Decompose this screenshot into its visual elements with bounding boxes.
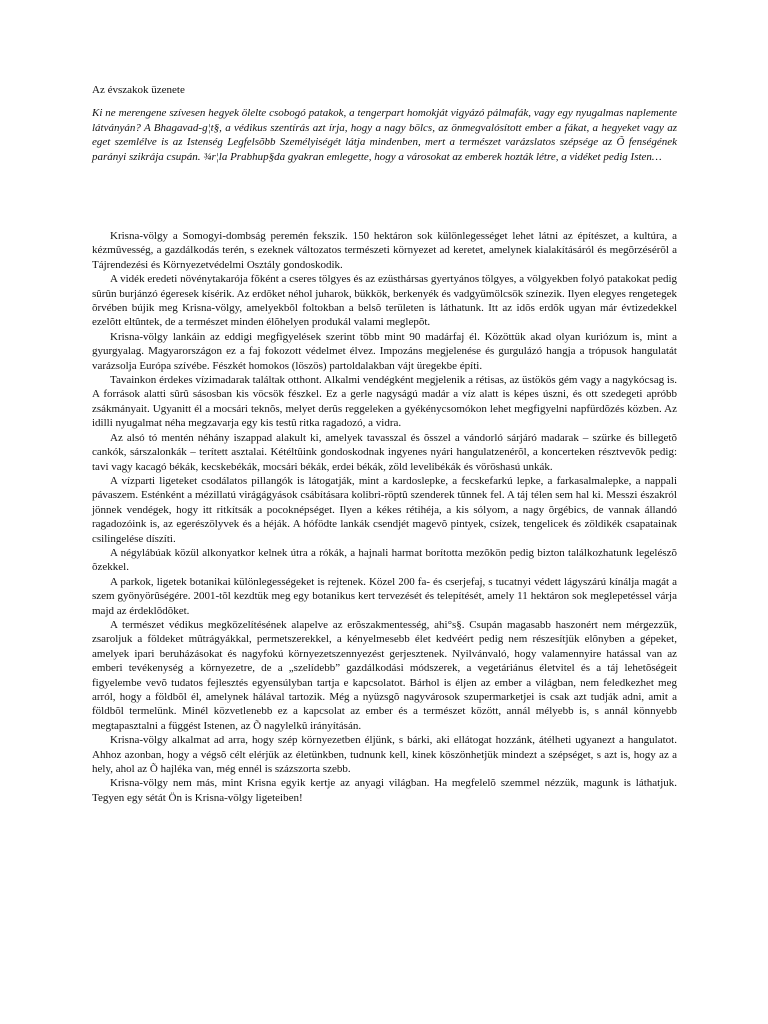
body-paragraph: Krisna-völgy lankáin az eddigi megfigyelések szerint több mint 90 madárfaj él. Közöttük akad olyan kuriózum is, mint a gyurgyalag. Magyarországon ez a faj fokozott védelmet élvez. Impozáns megjelenése és gurgulázó hangja a trópusok hangulatát varázsolja Európa szívébe. Fészkét homokos (löszös) partoldalakban vájt üregekbe építi. [92,330,677,372]
body-paragraph: A négylábúak közül alkonyatkor kelnek útra a rókák, a hajnali harmat borította mezõkön pedig bizton találkozhatunk legelészõ õzekkel. [92,546,677,574]
intro-paragraph: Ki ne merengene szívesen hegyek ölelte csobogó patakok, a tengerpart homokját vigyázó pálmafák, vagy egy nyugalmas naplemente látványán? A Bhagavad-g¦t§, a védikus szentírás azt írja, hogy a nagy bölcs, az önmegvalósított ember a fákat, a hegyeket vagy az eget szemlélve is az Istenség Legfelsõbb Személyiségét látja mindenben, mert a természet varázslatos szépsége az Õ fenségének parányi szikrája csupán. ¾r¦la Prabhup§da gyakran emlegette, hogy a városokat az emberek hozták létre, a vidéket pedig Isten… [92,107,677,163]
body-paragraph: Krisna-völgy alkalmat ad arra, hogy szép környezetben éljünk, s bárki, aki ellátogat hozzánk, átélheti ugyanezt a hangulatot. Ahhoz azonban, hogy a végsõ célt elérjük az életünkben, tudnunk kell, kinek köszönhetjük mindezt a szépséget, s azt is, hogy az a hely, ahol az Õ hajléka van, még ennél is százszorta szebb. [92,734,677,776]
body-paragraph: Az alsó tó mentén néhány iszappad alakult ki, amelyek tavasszal és õsszel a vándorló sárjáró madarak – szürke és billegetõ cankók, sárszalonkák – terített asztalai. Kétéltûink gondoskodnak ingyenes nyári hangulatzenérõl, a koncerteken résztvevõk pedig: tavi vagy kacagó békák, kecskebékák, mocsári békák, erdei békák, zöld levelibékák és vöröshasú unkák. [92,431,677,473]
body-paragraph: Tavainkon érdekes vízimadarak találtak otthont. Alkalmi vendégként megjelenik a rétisas, az üstökös gém vagy a nagykócsag is. A források alatti sûrû sásosban kis vöcsök fészkel. Ez a gerle nagyságú madár a víz alatt is képes úszni, és ott szedegeti apróbb zsákmányait. Ugyanitt él a mocsári teknõs, melyet derûs reggeleken a gyékénycsomókon lehet megfigyelni napfürdõzés közben. Az idilli nyugalmat néha megzavarja egy kis testû ritka ragadozó, a vidra. [92,374,677,430]
body-paragraph: A vízparti ligeteket csodálatos pillangók is látogatják, mint a kardoslepke, a fecskefarkú lepke, a farkasalmalepke, a nappali pávaszem. Esténként a mézillatú virágágyások csábításara kolibri-röptû szenderek tûnnek fel. A táj télen sem hal ki. Messzi északról jönnek vendégek, hogy itt ritkítsák a pocoknépséget. Ilyen a kékes rétihéja, a kis sólyom, a nagy õrgébics, de vannak állandó ragadozóink is, az egerészölyvek és a héják. A hófödte lankák csendjét magevõ pintyek, csízek, tengelicek és zöldikék csapatainak csilingelése díszíti. [92,474,677,545]
document-title: Az évszakok üzenete [92,84,185,96]
body-text [92,229,677,805]
body-paragraph: A vidék eredeti növénytakarója fõként a cseres tölgyes és az ezüsthársas gyertyános tölgyes, a völgyekben folyó patakokat pedig sûrûn burjánzó égeresek kísérik. Az erdõket néhol juharok, bükkök, berkenyék és vadgyümölcsök színezik. Ilyen elegyes rengetegek õrvében bújik meg Krisna-völgy, amelyekbõl foltokban a belsõ területen is láthatunk. Itt az idõs erdõk ugyan már évtizedekkel ezelõtt eltûntek, de a természet minden élõhelyen produkál valami meglepõt. [92,273,677,329]
body-paragraph: A parkok, ligetek botanikai különlegességeket is rejtenek. Közel 200 fa- és cserjefaj, s tucatnyi védett lágyszárú kínálja magát a szem gyönyörûségére. 2001-tõl kezdtük meg egy botanikus kert tervezését és telepítését, amely 11 hektáron sok meglepetéssel várja majd az érdeklõdõket. [92,575,677,617]
body-paragraph: Krisna-völgy a Somogyi-dombság peremén fekszik. 150 hektáron sok különlegességet lehet látni az építészet, a kultúra, a kézmûvesség, a gazdálkodás terén, s ezeknek változatos természeti környezet ad keretet, amelynek kialakításáról és megõrzésérõl a Tájrendezési és Környezetvédelmi Osztály gondoskodik. [92,230,677,271]
body-paragraph: Krisna-völgy nem más, mint Krisna egyik kertje az anyagi világban. Ha megfelelõ szemmel nézzük, magunk is láthatjuk. Tegyen egy sétát Ön is Krisna-völgy ligeteiben! [92,777,677,804]
body-paragraph: A természet védikus megközelítésének alapelve az erõszakmentesség, ahi°s§. Csupán magasabb haszonért nem mérgezzük, zsaroljuk a földeket mûtrágyákkal, permetszerekkel, a kényelmesebb élet kedvéért pedig nem részesítjük elõnyben a gépeket, amelyek ipari beruházásokat és nagyfokú környezetszennyezést gerjesztenek. Nyilvánvaló, hogy valamennyire hatással van az emberi tevékenység a környezetre, de a „szelídebb” gazdálkodási módszerek, a vegetáriánus életvitel és a táj lehetõségeit figyelembe vevõ tudatos fejlesztés egyensúlyban tartja e kapcsolatot. Bárhol is éljen az ember a világban, nem feledkezhet meg arról, hogy a földbõl él, amelynek hálával tartozik. Még a nyüzsgõ nagyvárosok szupermarketjei is csak azt tudják adni, amit a földbõl termelünk. Minél közvetlenebb ez a kapcsolat az ember és a természet között, annál mélyebb is, s annál könnyebb megtapasztalni a függést Istenen, az Õ nagylelkû irányításán. [92,618,677,732]
